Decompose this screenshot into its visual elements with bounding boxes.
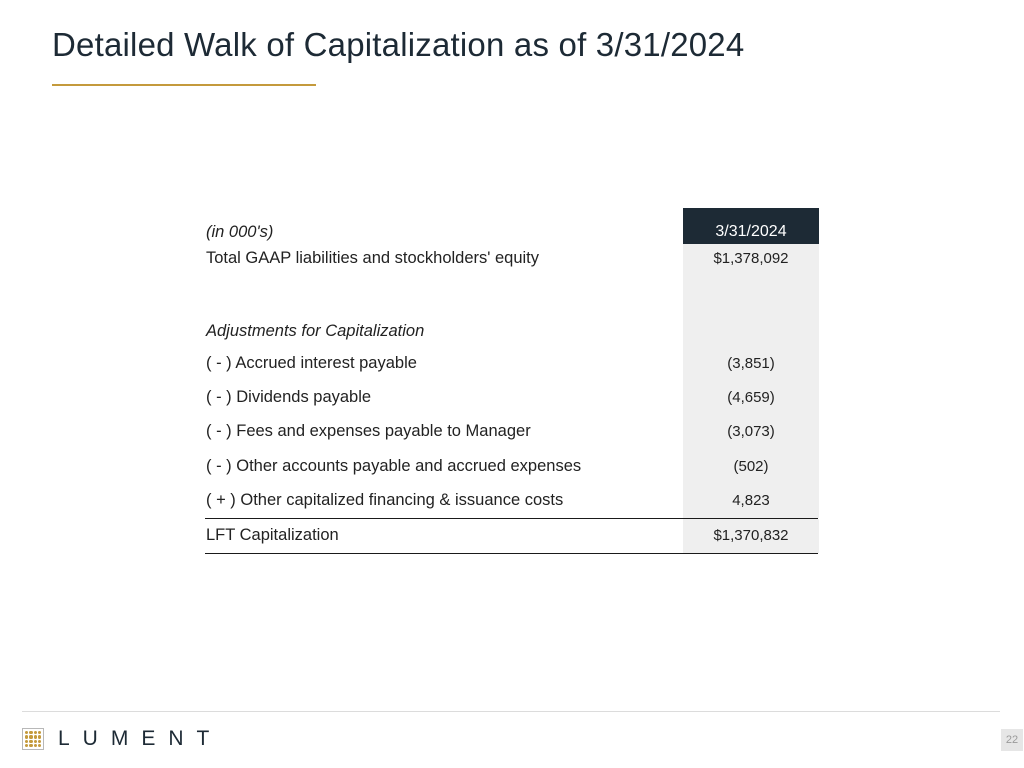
adjustment-value: (502) <box>683 449 819 483</box>
table-row <box>205 449 818 483</box>
adjustments-heading-row <box>205 316 818 346</box>
table-row <box>205 380 818 414</box>
footer-divider <box>22 711 1000 712</box>
capitalization-table <box>205 208 818 554</box>
lument-logo <box>22 727 222 751</box>
table-row <box>205 484 818 519</box>
adjustment-label: ( - ) Accrued interest payable <box>206 353 417 372</box>
total-gaap-label: Total GAAP liabilities and stockholders' equity <box>206 249 540 267</box>
adjustment-value: 4,823 <box>683 484 819 518</box>
adjustment-value: (4,659) <box>683 380 819 414</box>
table-row <box>205 415 818 449</box>
total-gaap-value: $1,378,092 <box>683 244 819 278</box>
logo-wordmark: LUMENT <box>58 727 223 750</box>
adjustment-value: (3,073) <box>683 415 819 449</box>
adjustment-label: ( - ) Fees and expenses payable to Manager <box>206 422 531 441</box>
page-number: 22 <box>1001 729 1023 751</box>
column-header-date: 3/31/2024 <box>683 208 819 244</box>
lft-capitalization-row <box>205 519 818 554</box>
adjustments-heading: Adjustments for Capitalization <box>206 321 425 340</box>
unit-label: (in 000's) <box>206 223 274 241</box>
table-row <box>205 346 818 380</box>
total-gaap-row <box>205 244 818 278</box>
table-header-row <box>205 208 818 244</box>
title-accent-rule <box>52 84 316 86</box>
lft-capitalization-value: $1,370,832 <box>683 519 819 553</box>
adjustment-label: ( + ) Other capitalized financing & issuance costs <box>206 491 564 510</box>
lument-dot-grid-icon <box>22 728 44 750</box>
adjustment-label: ( - ) Other accounts payable and accrued expenses <box>206 456 582 475</box>
adjustment-value: (3,851) <box>683 346 819 380</box>
spacer-row <box>205 278 818 316</box>
adjustment-label: ( - ) Dividends payable <box>206 388 372 407</box>
slide-title: Detailed Walk of Capitalization as of 3/31/2024 <box>52 26 745 63</box>
lft-capitalization-label: LFT Capitalization <box>206 526 339 545</box>
